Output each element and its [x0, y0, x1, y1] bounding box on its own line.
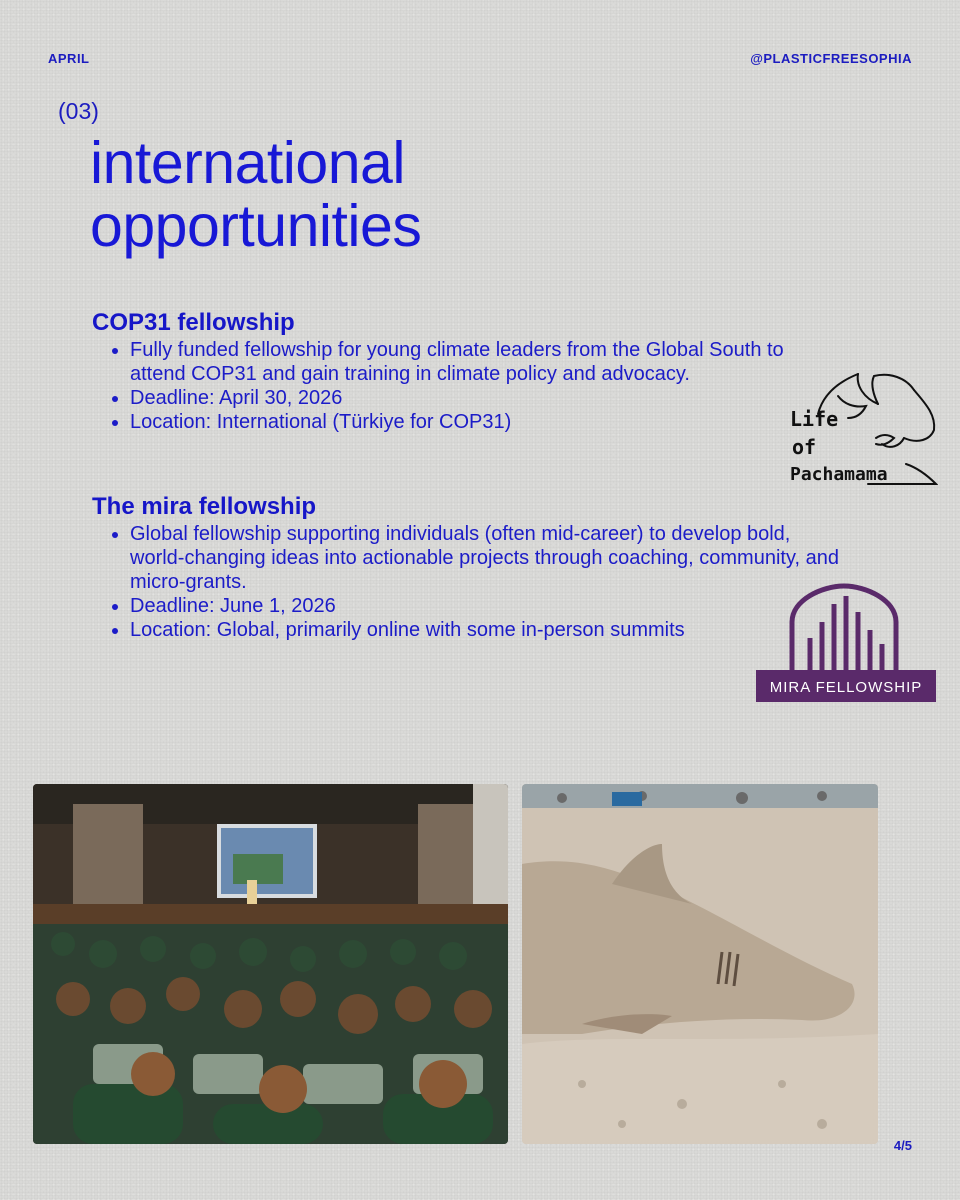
bullet-location: • Location: International (Türkiye for COP31): [130, 410, 852, 434]
svg-text:of: of: [792, 435, 817, 459]
section-number: (03): [58, 98, 99, 124]
bullet-deadline: • Deadline: June 1, 2026: [130, 594, 872, 618]
page-title: [90, 132, 421, 258]
opportunity-heading: COP31 fellowship: [92, 309, 295, 336]
classroom-presentation-photo: [33, 784, 508, 1144]
opportunity-cop31: [92, 308, 852, 434]
opportunity-heading: The mira fellowship: [92, 493, 317, 520]
bullet-description: • Global fellowship supporting individuals (often mid-career) to develop bold, world-changing ideas into actionable projects through coaching, community, and micro-grants.: [130, 522, 850, 594]
opportunity-bullets: [92, 338, 852, 434]
month-label: APRIL: [48, 51, 90, 66]
svg-text:MIRA FELLOWSHIP: MIRA FELLOWSHIP: [769, 679, 923, 696]
account-handle: @PLASTICFREESOPHIA: [750, 51, 912, 66]
mira-fellowship-logo: [752, 582, 938, 704]
svg-text:Pachamama: Pachamama: [790, 464, 888, 485]
page-indicator: 4/5: [893, 1138, 912, 1153]
title-line-2: opportunities: [90, 193, 422, 259]
life-of-pachamama-logo: [778, 364, 938, 488]
sand-shark-sculpture-photo: [522, 784, 878, 1144]
bullet-location: • Location: Global, primarily online with some in-person summits: [130, 618, 872, 642]
title-line-1: international: [90, 130, 405, 196]
bullet-description: • Fully funded fellowship for young climate leaders from the Global South to attend COP31 and gain training in climate policy and advocacy.: [130, 338, 820, 386]
bullet-deadline: • Deadline: April 30, 2026: [130, 386, 852, 410]
svg-text:Life: Life: [790, 407, 839, 431]
